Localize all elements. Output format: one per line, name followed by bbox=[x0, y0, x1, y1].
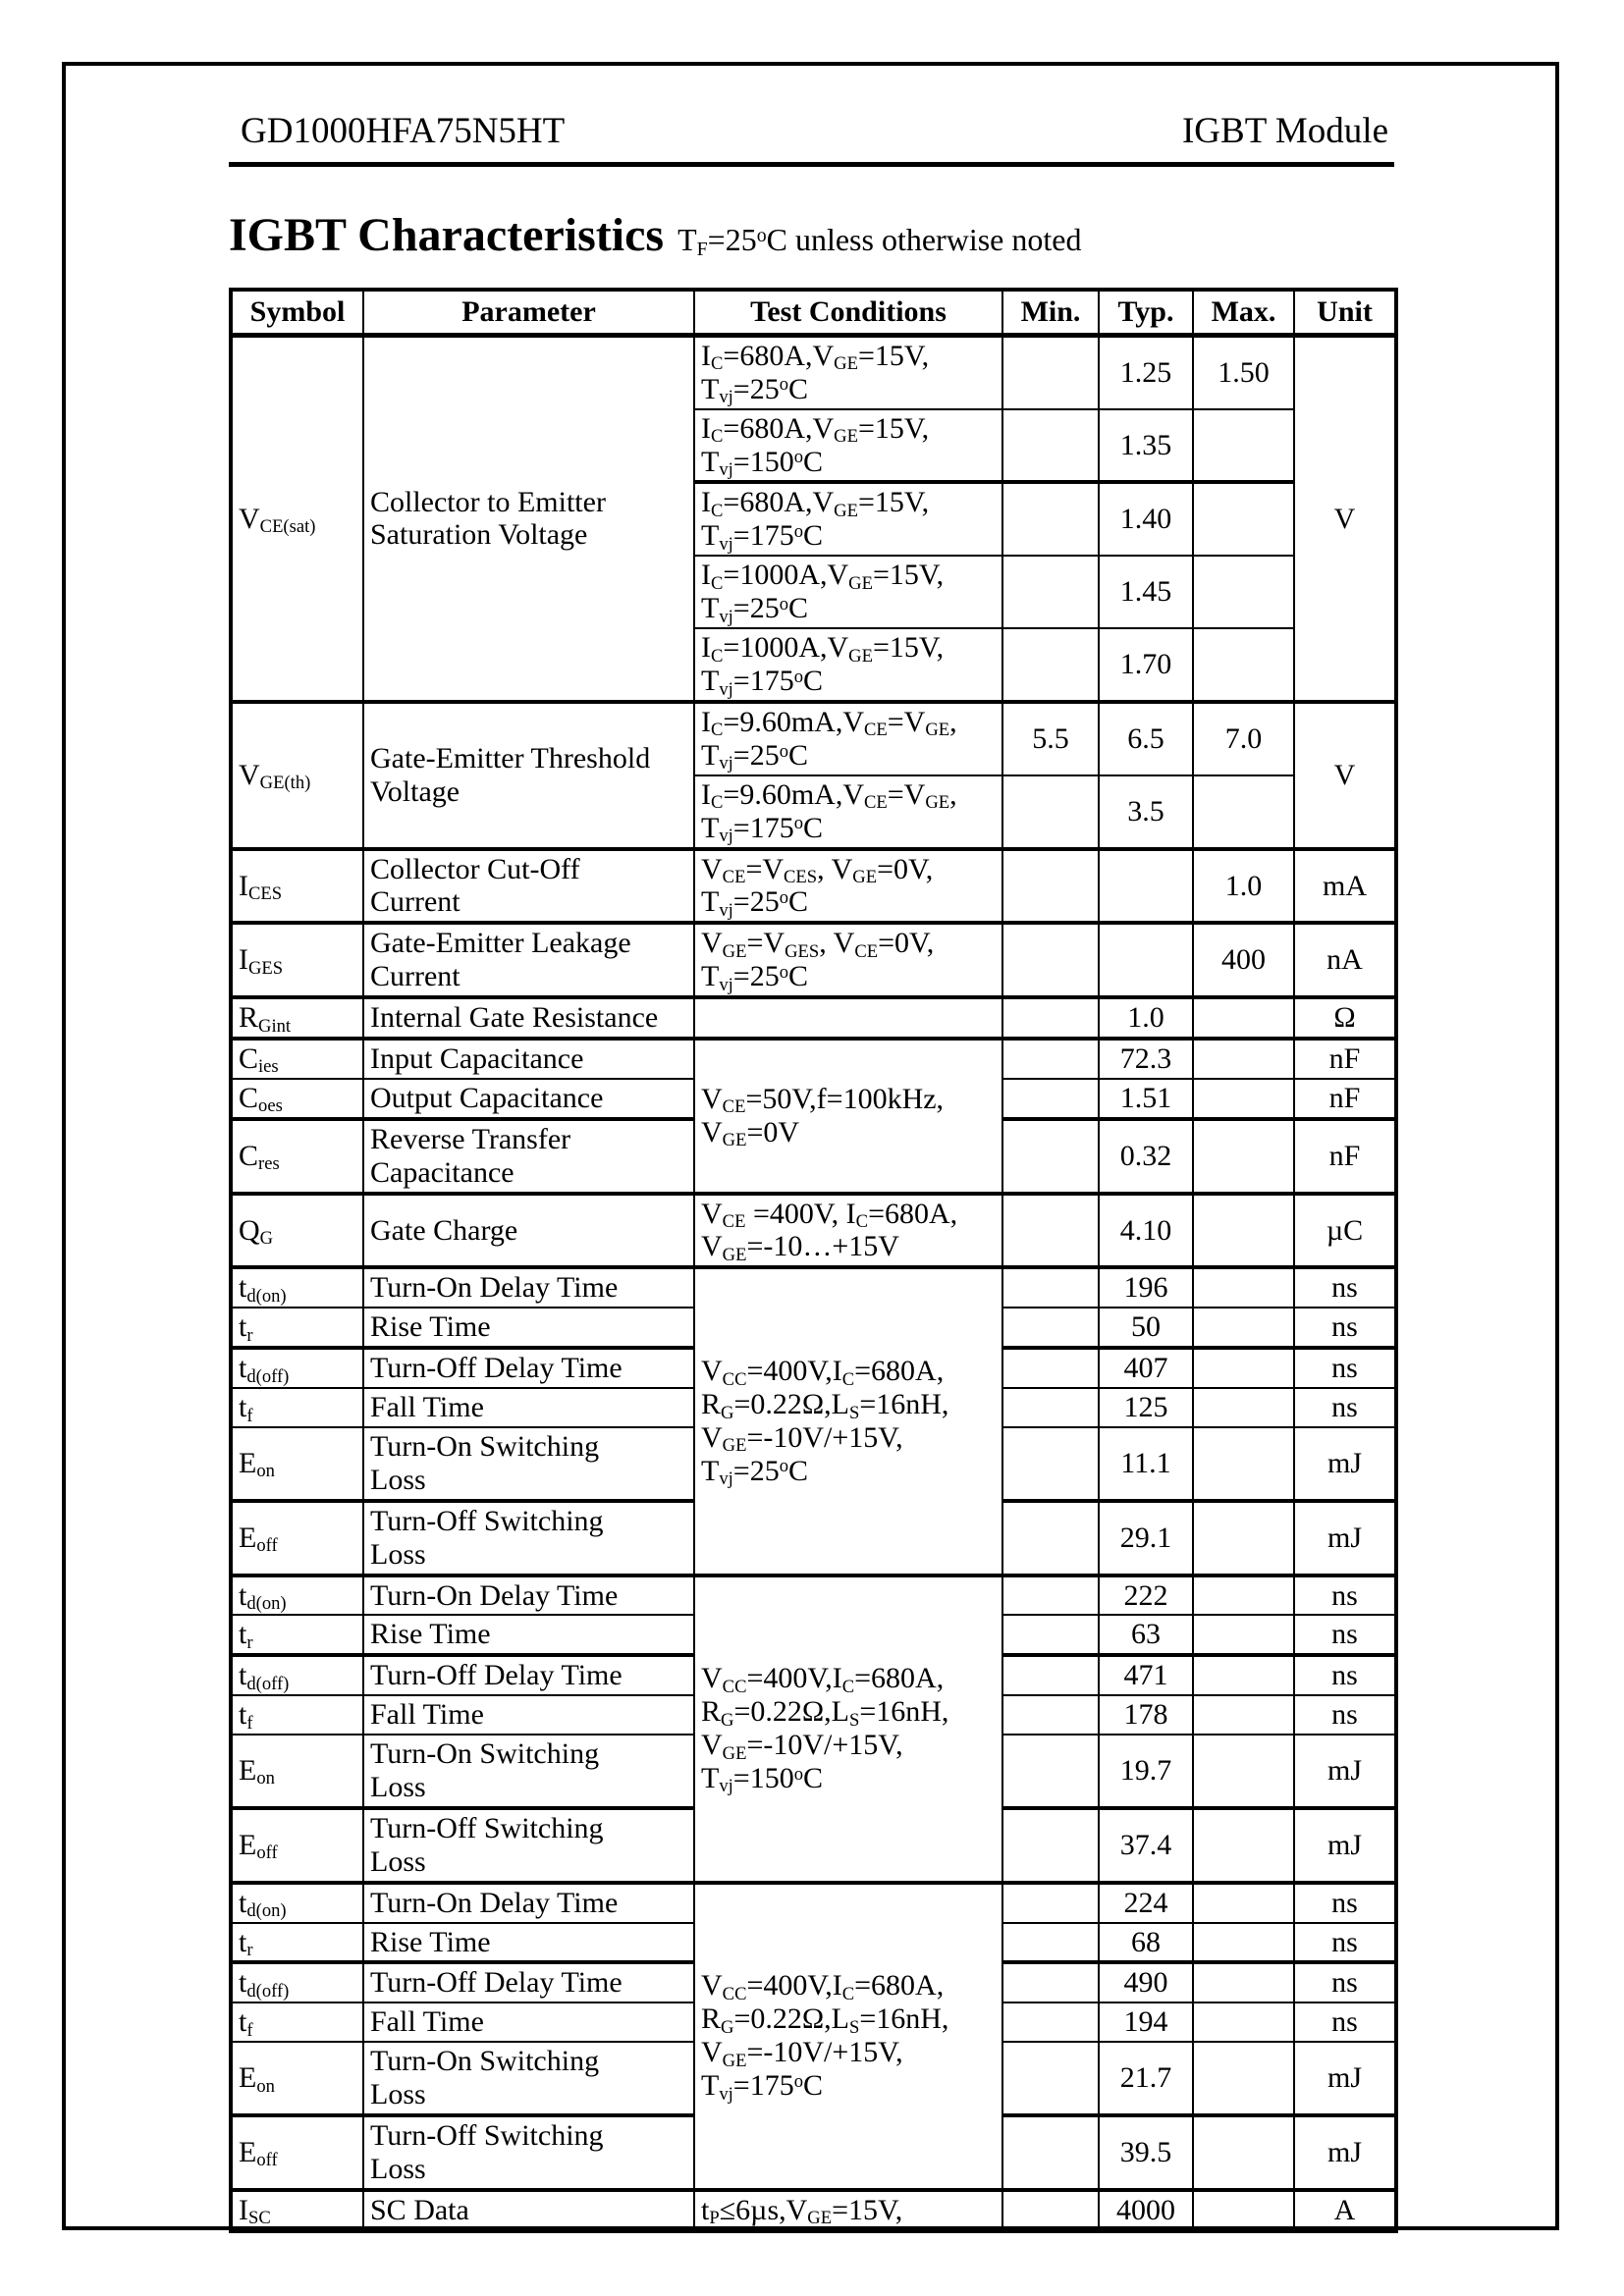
parameter-cell: Fall Time bbox=[363, 2002, 694, 2042]
unit-cell: µC bbox=[1294, 1194, 1396, 1268]
max-cell bbox=[1193, 775, 1294, 849]
unit-cell: mJ bbox=[1294, 1501, 1396, 1575]
unit-cell: V bbox=[1294, 335, 1396, 702]
typ-cell: 1.51 bbox=[1099, 1079, 1193, 1119]
unit-cell: ns bbox=[1294, 1695, 1396, 1735]
max-cell bbox=[1193, 628, 1294, 702]
parameter-cell: Turn-Off Delay Time bbox=[363, 1348, 694, 1388]
condition-cell: $V_{CC}=400V,I_C=680A$, $R_G=0.22\Omega,L_S=16nH$, $V_{GE}=-10V/+15V$, $T_{vj}=150^oC$ bbox=[694, 1575, 1002, 1883]
min-cell bbox=[1002, 1079, 1099, 1119]
table-header-row bbox=[231, 290, 1396, 335]
min-cell bbox=[1002, 335, 1099, 408]
max-cell bbox=[1193, 1883, 1294, 1923]
condition-cell: $I_C=680A,V_{GE}=15V$, $T_{vj}=175^oC$ bbox=[694, 482, 1002, 556]
min-cell bbox=[1002, 1735, 1099, 1808]
symbol-cell: $E_{on}$ bbox=[231, 1735, 363, 1808]
min-cell bbox=[1002, 1615, 1099, 1655]
max-cell bbox=[1193, 1655, 1294, 1695]
symbol-cell: $E_{off}$ bbox=[231, 1808, 363, 1883]
symbol-cell: $t_{d(on)}$ bbox=[231, 1267, 363, 1308]
min-cell bbox=[1002, 1695, 1099, 1735]
typ-cell bbox=[1099, 849, 1193, 924]
min-cell bbox=[1002, 2190, 1099, 2231]
section-title bbox=[229, 208, 1394, 262]
symbol-cell: $t_{d(on)}$ bbox=[231, 1883, 363, 1923]
max-cell bbox=[1193, 1308, 1294, 1348]
max-cell bbox=[1193, 1962, 1294, 2002]
typ-cell: 222 bbox=[1099, 1575, 1193, 1616]
column-header-parameter: Parameter bbox=[363, 290, 694, 335]
parameter-cell: Input Capacitance bbox=[363, 1039, 694, 1079]
unit-cell: nF bbox=[1294, 1039, 1396, 1079]
typ-cell: 39.5 bbox=[1099, 2115, 1193, 2190]
unit-cell: ns bbox=[1294, 1308, 1396, 1348]
typ-cell: 1.40 bbox=[1099, 482, 1193, 556]
min-cell bbox=[1002, 1962, 1099, 2002]
min-cell bbox=[1002, 1883, 1099, 1923]
symbol-cell: $R_{Gint}$ bbox=[231, 997, 363, 1039]
symbol-cell: $E_{on}$ bbox=[231, 1427, 363, 1501]
typ-cell: 125 bbox=[1099, 1388, 1193, 1427]
max-cell bbox=[1193, 2115, 1294, 2190]
unit-cell: mJ bbox=[1294, 2042, 1396, 2115]
symbol-cell: $I_{CES}$ bbox=[231, 849, 363, 924]
parameter-cell: Turn-On Switching Loss bbox=[363, 1735, 694, 1808]
parameter-cell: Fall Time bbox=[363, 1695, 694, 1735]
parameter-cell: Gate Charge bbox=[363, 1194, 694, 1268]
column-header-max: Max. bbox=[1193, 290, 1294, 335]
typ-cell: 72.3 bbox=[1099, 1039, 1193, 1079]
table-row bbox=[231, 2190, 1396, 2231]
max-cell bbox=[1193, 1808, 1294, 1883]
typ-cell: 29.1 bbox=[1099, 1501, 1193, 1575]
condition-cell: $I_C=9.60mA,V_{CE}=V_{GE}$, $T_{vj}=175^oC$ bbox=[694, 775, 1002, 849]
unit-cell: ns bbox=[1294, 1655, 1396, 1695]
max-cell bbox=[1193, 1923, 1294, 1963]
min-cell bbox=[1002, 1655, 1099, 1695]
condition-cell: $I_C=1000A,V_{GE}=15V$, $T_{vj}=25^oC$ bbox=[694, 556, 1002, 628]
max-cell bbox=[1193, 1348, 1294, 1388]
typ-cell: 471 bbox=[1099, 1655, 1193, 1695]
parameter-cell: Turn-On Delay Time bbox=[363, 1883, 694, 1923]
section-title-note: $T_F=25^oC$ unless otherwise noted bbox=[677, 222, 1082, 260]
unit-cell: ns bbox=[1294, 1615, 1396, 1655]
typ-cell: 224 bbox=[1099, 1883, 1193, 1923]
symbol-cell: $t_{d(off)}$ bbox=[231, 1348, 363, 1388]
min-cell bbox=[1002, 2042, 1099, 2115]
min-cell bbox=[1002, 1039, 1099, 1079]
parameter-cell: Turn-On Delay Time bbox=[363, 1575, 694, 1616]
section-title-text: IGBT Characteristics bbox=[229, 209, 665, 261]
column-header-symbol: Symbol bbox=[231, 290, 363, 335]
unit-cell: ns bbox=[1294, 1348, 1396, 1388]
symbol-cell: $C_{oes}$ bbox=[231, 1079, 363, 1119]
symbol-cell: $t_r$ bbox=[231, 1615, 363, 1655]
typ-cell: 1.25 bbox=[1099, 335, 1193, 408]
condition-cell: $V_{CE}=V_{CES}$, $V_{GE}=0V$, $T_{vj}=25^oC$ bbox=[694, 849, 1002, 924]
typ-cell bbox=[1099, 923, 1193, 997]
unit-cell: V bbox=[1294, 702, 1396, 849]
unit-cell: mJ bbox=[1294, 1735, 1396, 1808]
min-cell bbox=[1002, 1119, 1099, 1194]
document-type: IGBT Module bbox=[1181, 111, 1388, 151]
symbol-cell: $I_{GES}$ bbox=[231, 923, 363, 997]
igbt-characteristics-table bbox=[229, 288, 1398, 2233]
table-row bbox=[231, 1883, 1396, 1923]
part-number: GD1000HFA75N5HT bbox=[241, 111, 566, 151]
max-cell bbox=[1193, 1575, 1294, 1616]
min-cell bbox=[1002, 2002, 1099, 2042]
max-cell bbox=[1193, 556, 1294, 628]
unit-cell: mJ bbox=[1294, 1427, 1396, 1501]
symbol-cell: $t_{d(on)}$ bbox=[231, 1575, 363, 1616]
condition-cell: $V_{GE}=V_{GES}$, $V_{CE}=0V$, $T_{vj}=25^oC$ bbox=[694, 923, 1002, 997]
parameter-cell: Turn-On Switching Loss bbox=[363, 2042, 694, 2115]
symbol-cell: $C_{ies}$ bbox=[231, 1039, 363, 1079]
min-cell bbox=[1002, 1923, 1099, 1963]
typ-cell: 6.5 bbox=[1099, 702, 1193, 775]
condition-cell: $I_C=680A,V_{GE}=15V$, $T_{vj}=150^oC$ bbox=[694, 409, 1002, 483]
condition-cell: $I_C=680A,V_{GE}=15V$, $T_{vj}=25^oC$ bbox=[694, 335, 1002, 408]
typ-cell: 50 bbox=[1099, 1308, 1193, 1348]
unit-cell: nA bbox=[1294, 923, 1396, 997]
min-cell bbox=[1002, 2115, 1099, 2190]
symbol-cell: $C_{res}$ bbox=[231, 1119, 363, 1194]
unit-cell: mJ bbox=[1294, 2115, 1396, 2190]
table-row bbox=[231, 1194, 1396, 1268]
max-cell bbox=[1193, 1194, 1294, 1268]
parameter-cell: Turn-Off Switching Loss bbox=[363, 1808, 694, 1883]
min-cell bbox=[1002, 1501, 1099, 1575]
typ-cell: 178 bbox=[1099, 1695, 1193, 1735]
min-cell bbox=[1002, 997, 1099, 1039]
typ-cell: 194 bbox=[1099, 2002, 1193, 2042]
typ-cell: 19.7 bbox=[1099, 1735, 1193, 1808]
typ-cell: 407 bbox=[1099, 1348, 1193, 1388]
table-row bbox=[231, 702, 1396, 775]
max-cell: 1.50 bbox=[1193, 335, 1294, 408]
parameter-cell: Collector Cut-Off Current bbox=[363, 849, 694, 924]
condition-cell: $V_{CC}=400V,I_C=680A$, $R_G=0.22\Omega,L_S=16nH$, $V_{GE}=-10V/+15V$, $T_{vj}=175^oC$ bbox=[694, 1883, 1002, 2190]
parameter-cell: SC Data bbox=[363, 2190, 694, 2231]
unit-cell: ns bbox=[1294, 1883, 1396, 1923]
table-row bbox=[231, 1039, 1396, 1079]
parameter-cell: Turn-Off Delay Time bbox=[363, 1655, 694, 1695]
max-cell: 400 bbox=[1193, 923, 1294, 997]
table-row bbox=[231, 1267, 1396, 1308]
symbol-cell: $Q_G$ bbox=[231, 1194, 363, 1268]
symbol-cell: $t_r$ bbox=[231, 1308, 363, 1348]
unit-cell: ns bbox=[1294, 1267, 1396, 1308]
unit-cell: ns bbox=[1294, 2002, 1396, 2042]
min-cell bbox=[1002, 556, 1099, 628]
min-cell bbox=[1002, 1308, 1099, 1348]
condition-cell: $V_{CE} =400V$, $I_C=680A$, $V_{GE}=-10\dots+15V$ bbox=[694, 1194, 1002, 1268]
unit-cell: ns bbox=[1294, 1388, 1396, 1427]
typ-cell: 1.0 bbox=[1099, 997, 1193, 1039]
parameter-cell: Turn-Off Switching Loss bbox=[363, 1501, 694, 1575]
typ-cell: 3.5 bbox=[1099, 775, 1193, 849]
page-content bbox=[229, 0, 1394, 2233]
max-cell bbox=[1193, 1427, 1294, 1501]
parameter-cell: Turn-Off Delay Time bbox=[363, 1962, 694, 2002]
typ-cell: 68 bbox=[1099, 1923, 1193, 1963]
condition-cell bbox=[694, 997, 1002, 1039]
unit-cell: nF bbox=[1294, 1079, 1396, 1119]
parameter-cell: Rise Time bbox=[363, 1615, 694, 1655]
condition-cell: $I_C=9.60mA,V_{CE}=V_{GE}$, $T_{vj}=25^oC$ bbox=[694, 702, 1002, 775]
table-row bbox=[231, 923, 1396, 997]
typ-cell: 37.4 bbox=[1099, 1808, 1193, 1883]
symbol-cell: $t_f$ bbox=[231, 2002, 363, 2042]
min-cell bbox=[1002, 409, 1099, 483]
symbol-cell: $E_{off}$ bbox=[231, 1501, 363, 1575]
table-row bbox=[231, 849, 1396, 924]
min-cell bbox=[1002, 923, 1099, 997]
max-cell bbox=[1193, 2190, 1294, 2231]
min-cell bbox=[1002, 482, 1099, 556]
max-cell bbox=[1193, 1079, 1294, 1119]
symbol-cell: $t_f$ bbox=[231, 1695, 363, 1735]
typ-cell: 11.1 bbox=[1099, 1427, 1193, 1501]
min-cell bbox=[1002, 1348, 1099, 1388]
max-cell bbox=[1193, 1501, 1294, 1575]
unit-cell: ns bbox=[1294, 1962, 1396, 2002]
symbol-cell: $t_f$ bbox=[231, 1388, 363, 1427]
condition-cell: $t_P\le 6\mu s,V_{GE}=15V$, bbox=[694, 2190, 1002, 2231]
table-row bbox=[231, 1575, 1396, 1616]
typ-cell: 0.32 bbox=[1099, 1119, 1193, 1194]
column-header-min: Min. bbox=[1002, 290, 1099, 335]
typ-cell: 1.45 bbox=[1099, 556, 1193, 628]
typ-cell: 1.70 bbox=[1099, 628, 1193, 702]
unit-cell: A bbox=[1294, 2190, 1396, 2231]
max-cell: 1.0 bbox=[1193, 849, 1294, 924]
column-header-typ: Typ. bbox=[1099, 290, 1193, 335]
min-cell bbox=[1002, 628, 1099, 702]
max-cell bbox=[1193, 1735, 1294, 1808]
max-cell bbox=[1193, 997, 1294, 1039]
symbol-cell: $E_{on}$ bbox=[231, 2042, 363, 2115]
min-cell bbox=[1002, 1808, 1099, 1883]
document-header bbox=[229, 110, 1394, 167]
typ-cell: 4000 bbox=[1099, 2190, 1193, 2231]
symbol-cell: $V_{CE(sat)}$ bbox=[231, 335, 363, 702]
parameter-cell: Turn-On Switching Loss bbox=[363, 1427, 694, 1501]
parameter-cell: Turn-Off Switching Loss bbox=[363, 2115, 694, 2190]
max-cell bbox=[1193, 1695, 1294, 1735]
max-cell bbox=[1193, 1388, 1294, 1427]
symbol-cell: $E_{off}$ bbox=[231, 2115, 363, 2190]
max-cell bbox=[1193, 1039, 1294, 1079]
parameter-cell: Collector to Emitter Saturation Voltage bbox=[363, 335, 694, 702]
column-header-test-conditions: Test Conditions bbox=[694, 290, 1002, 335]
parameter-cell: Turn-On Delay Time bbox=[363, 1267, 694, 1308]
condition-cell: $V_{CE}=50V,f=100kHz$, $V_{GE}=0V$ bbox=[694, 1039, 1002, 1194]
typ-cell: 490 bbox=[1099, 1962, 1193, 2002]
symbol-cell: $t_{d(off)}$ bbox=[231, 1655, 363, 1695]
parameter-cell: Internal Gate Resistance bbox=[363, 997, 694, 1039]
column-header-unit: Unit bbox=[1294, 290, 1396, 335]
min-cell bbox=[1002, 1427, 1099, 1501]
parameter-cell: Fall Time bbox=[363, 1388, 694, 1427]
table-row bbox=[231, 997, 1396, 1039]
typ-cell: 63 bbox=[1099, 1615, 1193, 1655]
parameter-cell: Output Capacitance bbox=[363, 1079, 694, 1119]
max-cell bbox=[1193, 2042, 1294, 2115]
typ-cell: 21.7 bbox=[1099, 2042, 1193, 2115]
condition-cell: $V_{CC}=400V,I_C=680A$, $R_G=0.22\Omega,L_S=16nH$, $V_{GE}=-10V/+15V$, $T_{vj}=25^oC$ bbox=[694, 1267, 1002, 1575]
min-cell bbox=[1002, 849, 1099, 924]
parameter-cell: Gate-Emitter Threshold Voltage bbox=[363, 702, 694, 849]
symbol-cell: $t_{d(off)}$ bbox=[231, 1962, 363, 2002]
typ-cell: 1.35 bbox=[1099, 409, 1193, 483]
unit-cell: ns bbox=[1294, 1923, 1396, 1963]
table-row bbox=[231, 335, 1396, 408]
symbol-cell: $t_r$ bbox=[231, 1923, 363, 1963]
typ-cell: 196 bbox=[1099, 1267, 1193, 1308]
parameter-cell: Reverse Transfer Capacitance bbox=[363, 1119, 694, 1194]
symbol-cell: $V_{GE(th)}$ bbox=[231, 702, 363, 849]
min-cell bbox=[1002, 775, 1099, 849]
unit-cell: ns bbox=[1294, 1575, 1396, 1616]
unit-cell: mJ bbox=[1294, 1808, 1396, 1883]
min-cell bbox=[1002, 1388, 1099, 1427]
parameter-cell: Rise Time bbox=[363, 1308, 694, 1348]
parameter-cell: Gate-Emitter Leakage Current bbox=[363, 923, 694, 997]
unit-cell: mA bbox=[1294, 849, 1396, 924]
max-cell bbox=[1193, 482, 1294, 556]
min-cell bbox=[1002, 1575, 1099, 1616]
typ-cell: 4.10 bbox=[1099, 1194, 1193, 1268]
min-cell bbox=[1002, 1267, 1099, 1308]
max-cell: 7.0 bbox=[1193, 702, 1294, 775]
unit-cell: nF bbox=[1294, 1119, 1396, 1194]
max-cell bbox=[1193, 409, 1294, 483]
max-cell bbox=[1193, 1119, 1294, 1194]
parameter-cell: Rise Time bbox=[363, 1923, 694, 1963]
max-cell bbox=[1193, 2002, 1294, 2042]
max-cell bbox=[1193, 1615, 1294, 1655]
min-cell bbox=[1002, 1194, 1099, 1268]
unit-cell: Ω bbox=[1294, 997, 1396, 1039]
symbol-cell: $I_{SC}$ bbox=[231, 2190, 363, 2231]
condition-cell: $I_C=1000A,V_{GE}=15V$, $T_{vj}=175^oC$ bbox=[694, 628, 1002, 702]
max-cell bbox=[1193, 1267, 1294, 1308]
min-cell: 5.5 bbox=[1002, 702, 1099, 775]
